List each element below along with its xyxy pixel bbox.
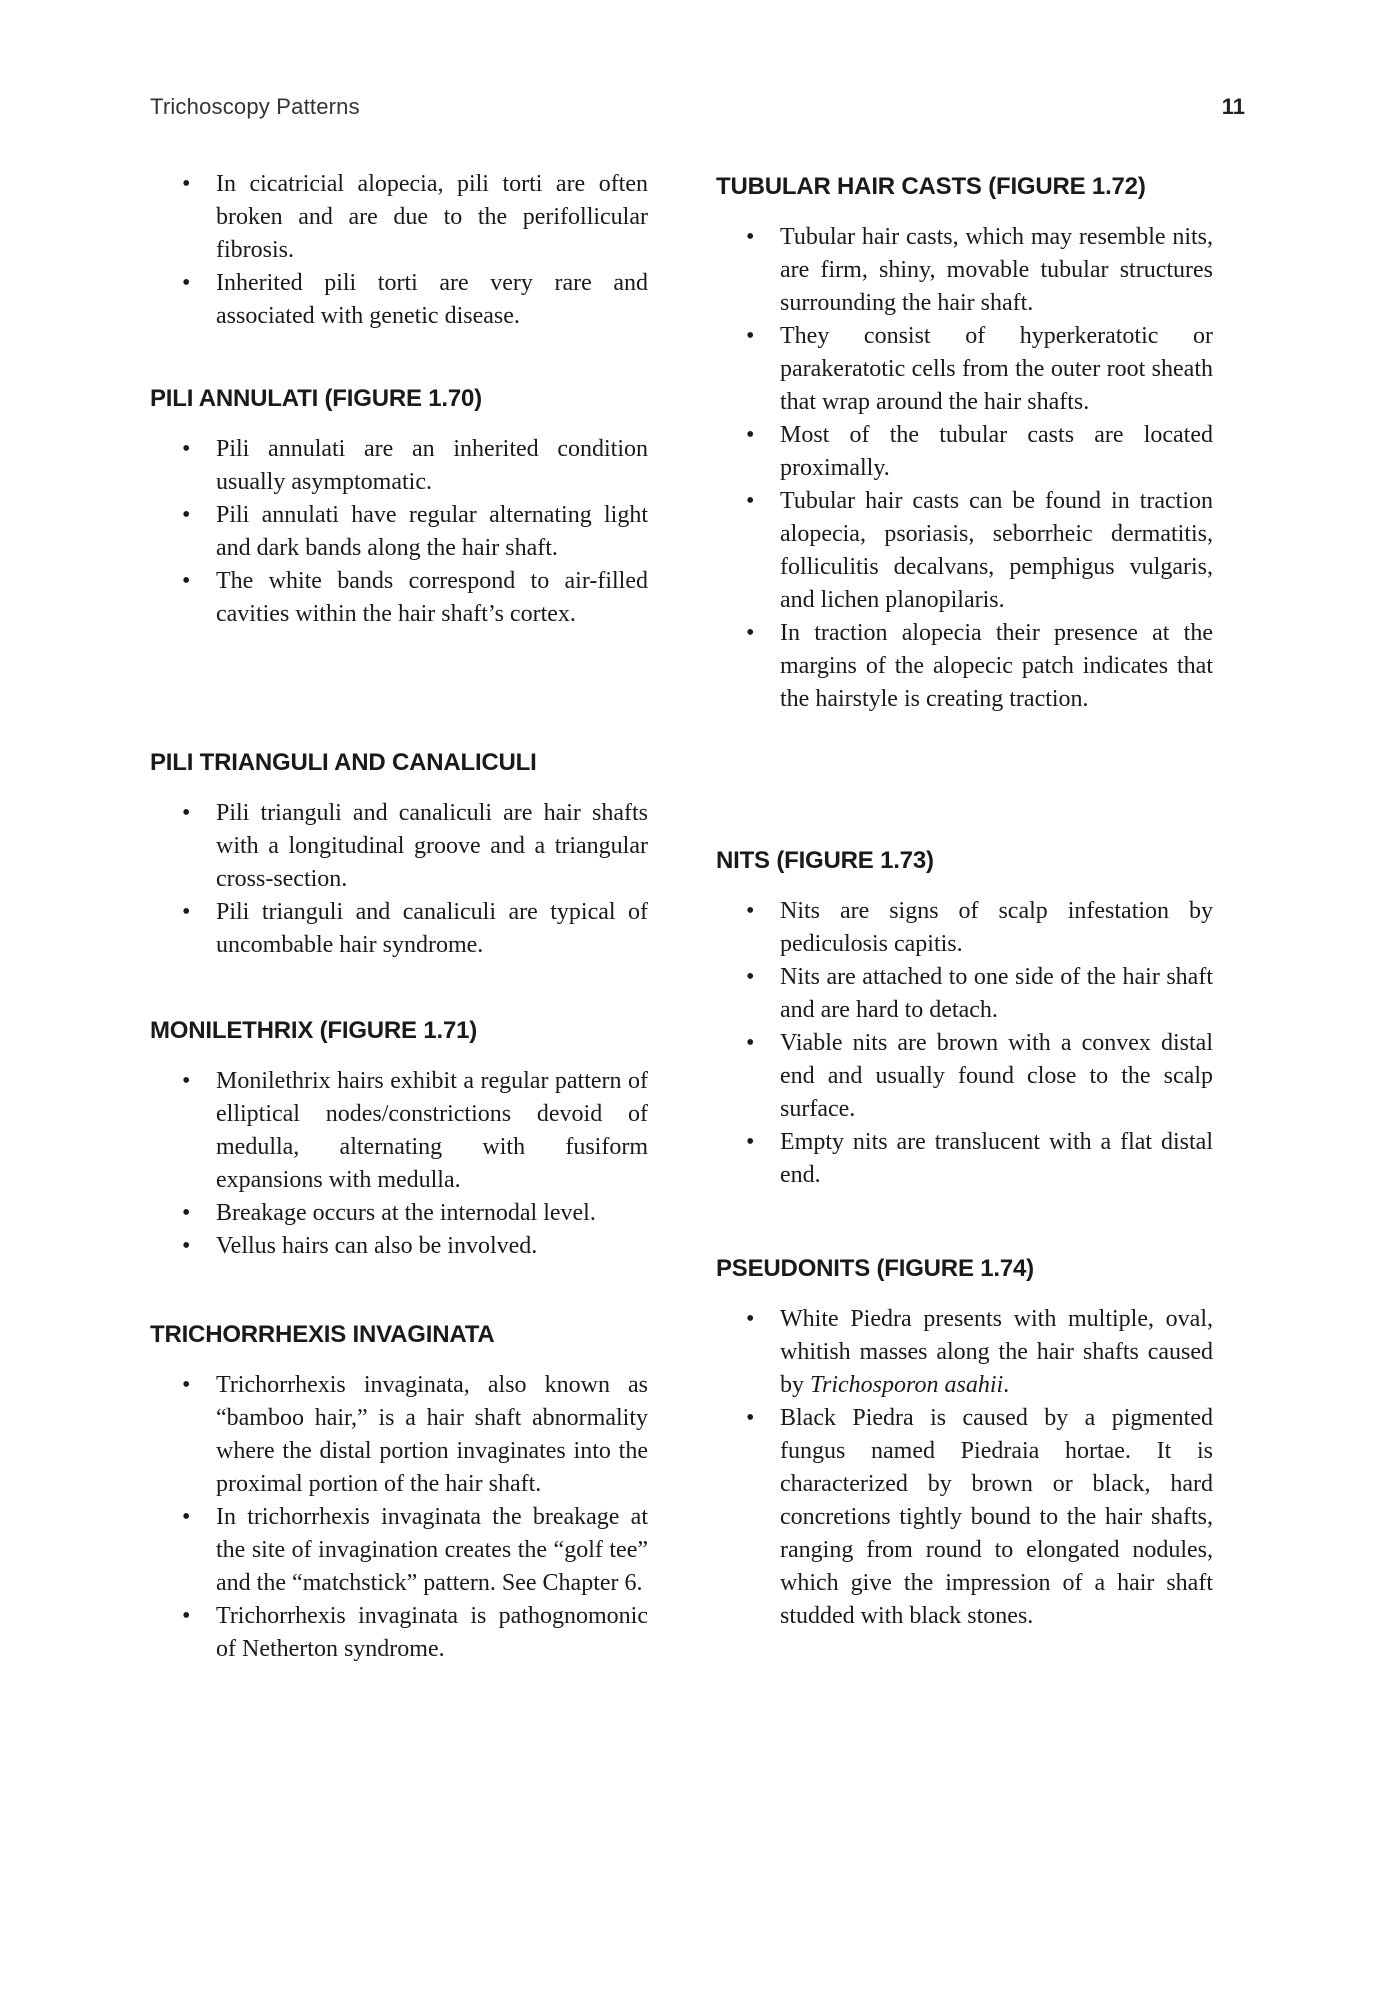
section-heading: TUBULAR HAIR CASTS (FIGURE 1.72) (716, 173, 1146, 200)
bullet-text: Inherited pili torti are very rare and associated with genetic disease. (216, 270, 648, 329)
list-item (150, 1369, 648, 1501)
section-monilethrix (150, 1014, 648, 1263)
bullet-icon: • (182, 899, 191, 925)
section-heading: PILI ANNULATI (FIGURE 1.70) (150, 385, 482, 412)
bullet-text: Breakage occurs at the internodal level. (216, 1200, 596, 1226)
bullet-icon: • (182, 171, 191, 197)
bullet-icon: • (182, 800, 191, 826)
list-item (716, 1126, 1213, 1192)
section-pili-trianguli (150, 746, 648, 962)
species-name: Trichosporon asahii (810, 1372, 1004, 1398)
bullet-icon: • (746, 1306, 755, 1332)
section-tubular-hair-casts (716, 170, 1213, 716)
list-item (150, 797, 648, 896)
bullet-text: In trichorrhexis invaginata the breakage at the site of invagination creates the “golf tee” and the “matchstick” pattern. See Chapter 6. (216, 1504, 648, 1596)
bullet-icon: • (746, 898, 755, 924)
section-trichorrhexis-invaginata (150, 1318, 648, 1666)
list-item (150, 1065, 648, 1197)
bullet-text: Tubular hair casts can be found in traction alopecia, psoriasis, seborrheic dermatitis, folliculitis decalvans, pemphigus vulgaris, and lichen planopilaris. (780, 488, 1213, 613)
page-number: 11 (1221, 94, 1245, 119)
bullet-icon: • (746, 323, 755, 349)
list-item (716, 221, 1213, 320)
bullet-text: Pili annulati have regular alternating light and dark bands along the hair shaft. (216, 502, 648, 561)
bullet-icon: • (182, 568, 191, 594)
bullet-text: Nits are attached to one side of the hair shaft and are hard to detach. (780, 964, 1213, 1023)
bullet-icon: • (182, 1372, 191, 1398)
section-pili-annulati (150, 382, 648, 631)
section-heading: TRICHORRHEXIS INVAGINATA (150, 1321, 495, 1348)
list-item (716, 320, 1213, 419)
bullet-icon: • (182, 1603, 191, 1629)
bullet-icon: • (182, 502, 191, 528)
list-item (150, 896, 648, 962)
list-item (150, 1600, 648, 1666)
bullet-text: In cicatricial alopecia, pili torti are often broken and are due to the perifollicular fibrosis. (216, 171, 648, 263)
list-item (150, 1501, 648, 1600)
bullet-text: The white bands correspond to air-filled cavities within the hair shaft’s cortex. (216, 568, 648, 627)
list-item (150, 168, 648, 267)
list-item (716, 1402, 1213, 1633)
section-heading: PSEUDONITS (FIGURE 1.74) (716, 1255, 1034, 1282)
list-item (716, 485, 1213, 617)
bullet-icon: • (746, 422, 755, 448)
bullet-icon: • (746, 1129, 755, 1155)
bullet-icon: • (746, 488, 755, 514)
bullet-icon: • (182, 436, 191, 462)
bullet-text: Monilethrix hairs exhibit a regular pattern of elliptical nodes/constrictions devoid of medulla, alternating with fusiform expansions with medulla. (216, 1068, 648, 1193)
bullet-text: Nits are signs of scalp infestation by pediculosis capitis. (780, 898, 1213, 957)
list-item (716, 1027, 1213, 1126)
bullet-icon: • (746, 964, 755, 990)
bullet-text: Trichorrhexis invaginata is pathognomonic of Netherton syndrome. (216, 1603, 648, 1662)
bullet-icon: • (746, 1405, 755, 1431)
bullet-icon: • (746, 1030, 755, 1056)
bullet-text: Empty nits are translucent with a flat distal end. (780, 1129, 1213, 1188)
list-item (150, 1230, 648, 1263)
bullet-icon: • (182, 270, 191, 296)
bullet-icon: • (746, 224, 755, 250)
bullet-text: They consist of hyperkeratotic or parakeratotic cells from the outer root sheath that wrap around the hair shafts. (780, 323, 1213, 415)
bullet-text: Tubular hair casts, which may resemble nits, are firm, shiny, movable tubular structures surrounding the hair shaft. (780, 224, 1213, 316)
list-item (150, 499, 648, 565)
bullet-text: Pili trianguli and canaliculi are hair shafts with a longitudinal groove and a triangular cross-section. (216, 800, 648, 892)
bullet-text: Pili trianguli and canaliculi are typical of uncombable hair syndrome. (216, 899, 648, 958)
list-item (716, 961, 1213, 1027)
list-item (150, 433, 648, 499)
section-heading: MONILETHRIX (FIGURE 1.71) (150, 1017, 478, 1044)
bullet-text: Most of the tubular casts are located proximally. (780, 422, 1213, 481)
bullet-icon: • (182, 1200, 191, 1226)
bullet-text: Trichorrhexis invaginata, also known as “bamboo hair,” is a hair shaft abnormality where the distal portion invaginates into the proximal portion of the hair shaft. (216, 1372, 648, 1497)
list-item (150, 267, 648, 333)
list-item (716, 1303, 1213, 1402)
bullet-text: Pili annulati are an inherited condition usually asymptomatic. (216, 436, 648, 495)
bullet-icon: • (746, 620, 755, 646)
bullet-text: White Piedra presents with multiple, oval, whitish masses along the hair shafts caused by (780, 1306, 1213, 1398)
list-item (150, 1197, 648, 1230)
bullet-icon: • (182, 1068, 191, 1094)
section-pili-torti-continued (150, 168, 648, 333)
list-item (150, 565, 648, 631)
list-item (716, 895, 1213, 961)
bullet-icon: • (182, 1504, 191, 1530)
bullet-icon: • (182, 1233, 191, 1259)
bullet-text: Black Piedra is caused by a pigmented fungus named Piedraia hortae. It is characterized by brown or black, hard concretions tightly bound to the hair shafts, ranging from round to elongated nodules, which give the impression of a hair shaft studded with black stones. (780, 1405, 1213, 1629)
bullet-text: Viable nits are brown with a convex distal end and usually found close to the scalp surface. (780, 1030, 1213, 1122)
list-item (716, 617, 1213, 716)
section-heading: PILI TRIANGULI AND CANALICULI (150, 749, 537, 776)
running-head: Trichoscopy Patterns (150, 94, 360, 119)
list-item (716, 419, 1213, 485)
section-heading: NITS (FIGURE 1.73) (716, 847, 934, 874)
section-nits (716, 844, 1213, 1192)
punctuation: . (1003, 1372, 1010, 1398)
section-pseudonits (716, 1252, 1213, 1633)
bullet-text: In traction alopecia their presence at the margins of the alopecic patch indicates that the hairstyle is creating traction. (780, 620, 1213, 712)
bullet-text: Vellus hairs can also be involved. (216, 1233, 538, 1259)
